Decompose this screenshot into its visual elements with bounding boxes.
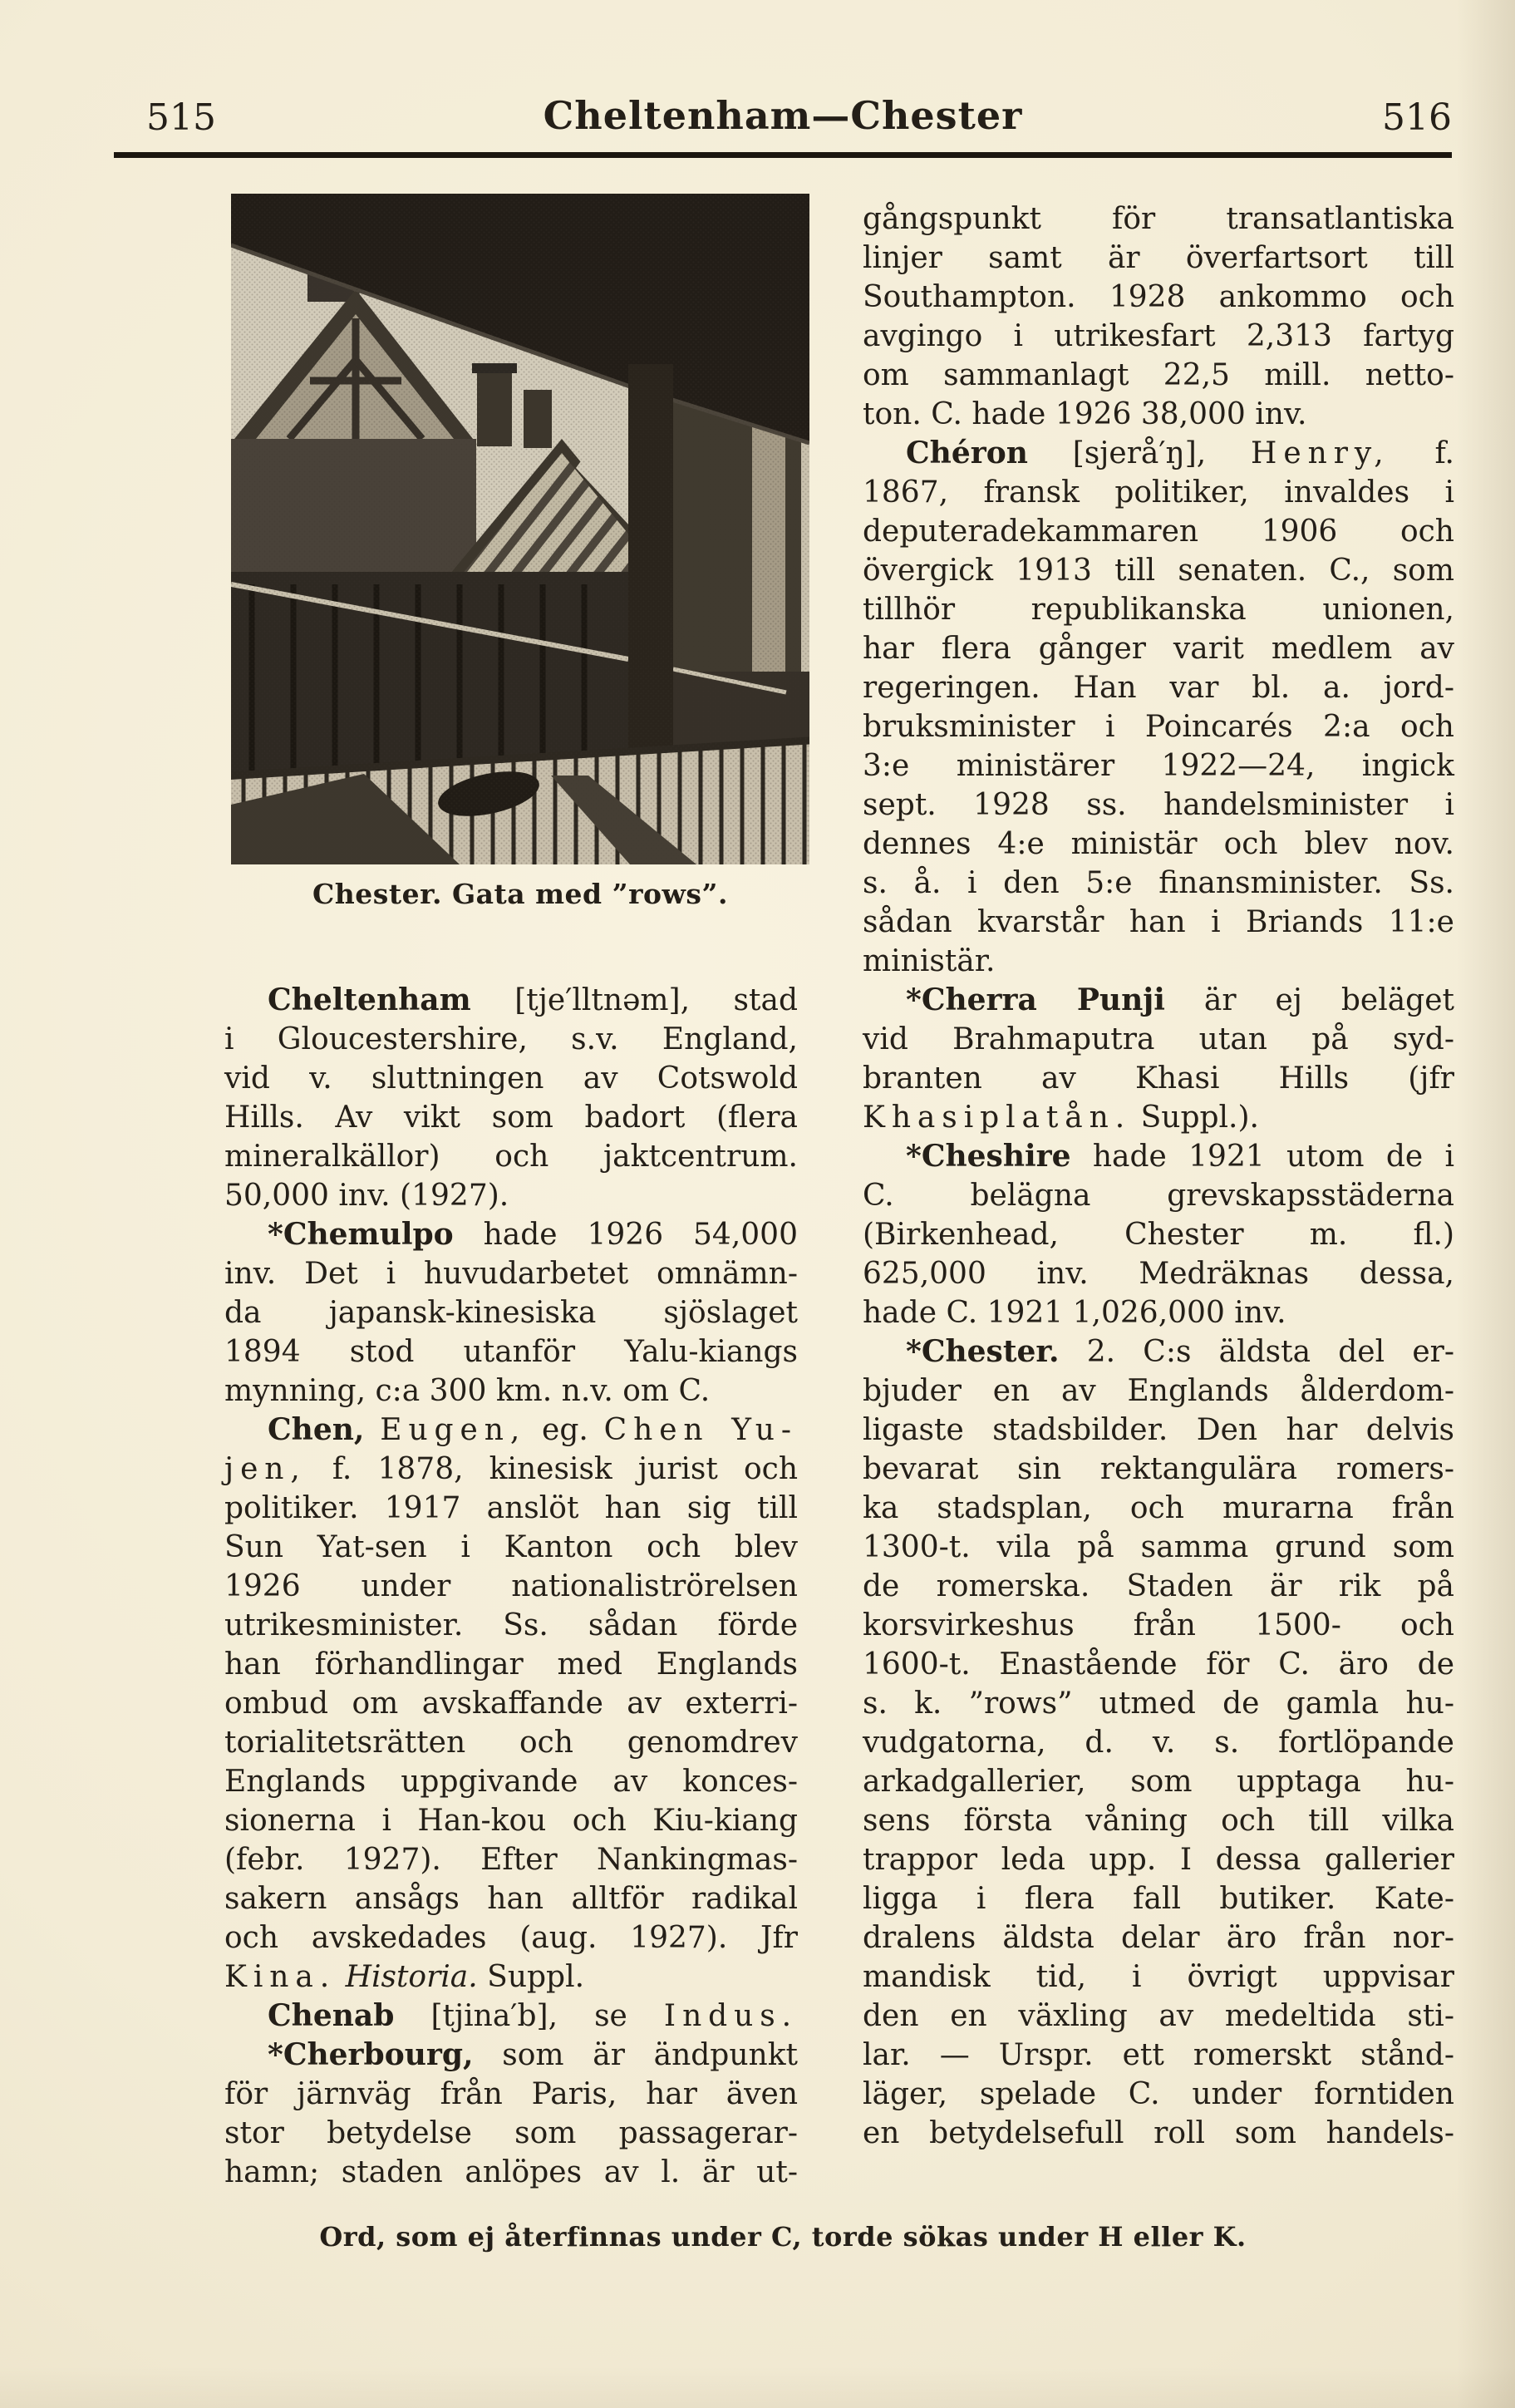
- entry-headword: Chen,: [268, 1412, 365, 1447]
- text-segment: tillhör republikanska unionen,: [863, 593, 1454, 627]
- text-line: [863, 1918, 1454, 1957]
- paragraph: [863, 1332, 1454, 2153]
- text-line: [863, 981, 1454, 1020]
- text-line: [224, 1762, 798, 1801]
- paragraph: [863, 434, 1454, 981]
- text-segment: Hills. Av vikt som badort (flera: [224, 1101, 798, 1135]
- text-segment: som är ändpunkt: [473, 2038, 798, 2072]
- text-line: [224, 1879, 798, 1918]
- text-segment: Sun Yat-sen i Kanton och blev: [224, 1530, 798, 1564]
- text-line: [224, 1997, 798, 2036]
- text-segment: [tje′lltnəm], stad: [470, 983, 798, 1017]
- text-segment: Suppl.: [477, 1960, 585, 1994]
- text-segment: eg.: [526, 1413, 604, 1447]
- text-line: [863, 2114, 1454, 2153]
- entry-headword: *Cherbourg,: [268, 2037, 474, 2072]
- text-line: [863, 903, 1454, 942]
- text-line: [863, 864, 1454, 903]
- text-segment: och avskedades (aug. 1927). Jfr: [224, 1921, 798, 1955]
- text-line: [863, 239, 1454, 278]
- entry-headword: *Cheshire: [906, 1139, 1071, 1174]
- text-segment: Southampton. 1928 ankommo och: [863, 280, 1454, 314]
- text-line: [863, 1879, 1454, 1918]
- text-segment: stor betydelse som passagerar-: [224, 2116, 798, 2150]
- text-segment: linjer samt är överfartsort till: [863, 241, 1454, 275]
- text-line: [863, 1762, 1454, 1801]
- text-segment: 1926 under nationaliströrelsen: [224, 1569, 798, 1603]
- right-column: [863, 199, 1454, 2153]
- text-line: [863, 668, 1454, 707]
- text-line: [863, 1801, 1454, 1840]
- text-line: [863, 1293, 1454, 1332]
- footer-note: Ord, som ej återfinnas under C, torde sökas under H eller K.: [319, 2221, 1247, 2253]
- paragraph: [224, 1997, 798, 2036]
- text-line: [863, 590, 1454, 629]
- text-segment: bevarat sin rektangulära romers-: [863, 1452, 1454, 1486]
- text-segment: f. 1878, kinesisk jurist och: [306, 1452, 798, 1486]
- text-segment: mynning, c:a 300 km. n.v. om C.: [224, 1374, 711, 1408]
- text-segment: om sammanlagt 22,5 mill. netto-: [863, 358, 1454, 392]
- text-line: [224, 1059, 798, 1098]
- text-segment: har flera gånger varit medlem av: [863, 632, 1454, 666]
- text-line: [863, 395, 1454, 434]
- text-line: [863, 1411, 1454, 1450]
- text-segment: 3:e ministärer 1922—24, ingick: [863, 749, 1454, 783]
- text-line: [224, 1098, 798, 1137]
- chester-photo: [231, 194, 809, 864]
- paragraph: [863, 199, 1454, 434]
- text-segment: sakern ansågs han alltför radikal: [224, 1882, 798, 1916]
- text-segment: mandisk tid, i övrigt uppvisar: [863, 1960, 1454, 1994]
- text-segment: [tjina′b], se: [394, 1999, 664, 2033]
- text-segment: 2. C:s äldsta del er-: [1059, 1335, 1454, 1369]
- text-segment: är ej beläget: [1164, 983, 1454, 1017]
- text-segment: inv. Det i huvudarbetet omnämn-: [224, 1257, 798, 1291]
- text-segment: regeringen. Han var bl. a. jord-: [863, 671, 1454, 705]
- text-line: [224, 1684, 798, 1723]
- text-segment: 625,000 inv. Medräknas dessa,: [863, 1257, 1454, 1291]
- text-line: [224, 1293, 798, 1332]
- entry-headword: Chéron: [906, 436, 1028, 470]
- text-line: [224, 1528, 798, 1567]
- text-line: [863, 1176, 1454, 1215]
- text-line: [863, 1098, 1454, 1137]
- text-line: [863, 317, 1454, 356]
- text-line: [863, 1957, 1454, 1997]
- text-line: [863, 2036, 1454, 2075]
- text-segment: Khasiplatån.: [863, 1101, 1132, 1135]
- text-line: [224, 1371, 798, 1411]
- text-line: [224, 1215, 798, 1254]
- text-line: [863, 707, 1454, 746]
- text-line: [863, 1450, 1454, 1489]
- text-line: [863, 1332, 1454, 1371]
- text-segment: 1300-t. vila på samma grund som: [863, 1530, 1454, 1564]
- text-segment: Eugen,: [380, 1413, 527, 1447]
- text-line: [863, 551, 1454, 590]
- text-segment: ligga i flera fall butiker. Kate-: [863, 1882, 1454, 1916]
- page-bottom-shade: [0, 2366, 1515, 2408]
- text-segment: hade 1921 utom de i: [1070, 1140, 1454, 1174]
- text-segment: övergick 1913 till senaten. C., som: [863, 554, 1454, 588]
- entry-headword: *Chester.: [906, 1334, 1060, 1369]
- text-segment: s. k. ”rows” utmed de gamla hu-: [863, 1687, 1454, 1721]
- text-line: [224, 1606, 798, 1645]
- paragraph: [224, 1411, 798, 1997]
- text-segment: 1894 stod utanför Yalu-kiangs: [224, 1335, 798, 1369]
- text-segment: hade C. 1921 1,026,000 inv.: [863, 1296, 1286, 1330]
- text-line: [863, 629, 1454, 668]
- text-segment: torialitetsrätten och genomdrev: [224, 1726, 798, 1760]
- text-line: [224, 2153, 798, 2192]
- text-segment: Indus.: [663, 1999, 798, 2033]
- text-segment: för järnväg från Paris, har även: [224, 2077, 798, 2111]
- text-segment: s. å. i den 5:e finansminister. Ss.: [863, 866, 1454, 900]
- text-segment: vudgatorna, d. v. s. fortlöpande: [863, 1726, 1454, 1760]
- entry-headword: Chenab: [268, 1998, 395, 2033]
- header-rule: [114, 152, 1452, 158]
- entry-headword: *Chemulpo: [268, 1217, 454, 1252]
- text-segment: i Gloucestershire, s.v. England,: [224, 1022, 798, 1056]
- text-line: [863, 1723, 1454, 1762]
- text-segment: [364, 1413, 380, 1447]
- text-line: [863, 2075, 1454, 2114]
- text-segment: gångspunkt för transatlantiska: [863, 202, 1454, 236]
- paragraph: [863, 1137, 1454, 1332]
- text-segment: sionerna i Han-kou och Kiu-kiang: [224, 1804, 798, 1838]
- text-segment: den en växling av medeltida sti-: [863, 1999, 1454, 2033]
- text-line: [863, 1254, 1454, 1293]
- text-line: [863, 746, 1454, 785]
- text-segment: [sjerå′ŋ],: [1027, 436, 1252, 470]
- text-line: [863, 825, 1454, 864]
- text-line: [224, 1176, 798, 1215]
- text-line: [863, 1606, 1454, 1645]
- text-line: [863, 1528, 1454, 1567]
- paragraph: [863, 981, 1454, 1137]
- text-line: [863, 1567, 1454, 1606]
- paragraph: [224, 2036, 798, 2192]
- text-segment: (febr. 1927). Efter Nankingmas-: [224, 1843, 798, 1877]
- text-line: [863, 1059, 1454, 1098]
- text-segment: dennes 4:e ministär och blev nov.: [863, 827, 1454, 861]
- text-segment: branten av Khasi Hills (jfr: [863, 1061, 1454, 1096]
- text-segment: da japansk-kinesiska sjöslaget: [224, 1296, 798, 1330]
- text-segment: ligaste stadsbilder. Den har delvis: [863, 1413, 1454, 1447]
- text-line: [224, 981, 798, 1020]
- text-line: [224, 1840, 798, 1879]
- photo-caption: Chester. Gata med ”rows”.: [312, 878, 728, 910]
- text-segment: Henry,: [1251, 436, 1390, 470]
- text-segment: läger, spelade C. under forntiden: [863, 2077, 1454, 2111]
- chester-photo-illustration: [231, 194, 809, 864]
- text-segment: C. belägna grevskapsstäderna: [863, 1179, 1454, 1213]
- text-segment: Historia.: [345, 1960, 478, 1994]
- page-edge-shade: [1457, 0, 1515, 2408]
- text-line: [863, 1684, 1454, 1723]
- text-segment: ombud om avskaffande av exterri-: [224, 1687, 798, 1721]
- text-line: [224, 2075, 798, 2114]
- text-segment: utrikesminister. Ss. sådan förde: [224, 1608, 798, 1642]
- text-line: [224, 1801, 798, 1840]
- text-segment: sens första våning och till vilka: [863, 1804, 1454, 1838]
- text-segment: bjuder en av Englands ålderdom-: [863, 1374, 1454, 1408]
- text-line: [224, 2036, 798, 2075]
- text-segment: politiker. 1917 anslöt han sig till: [224, 1491, 798, 1525]
- paragraph: [224, 1215, 798, 1411]
- text-line: [863, 1997, 1454, 2036]
- text-segment: ton. C. hade 1926 38,000 inv.: [863, 397, 1307, 431]
- text-segment: trappor leda upp. I dessa gallerier: [863, 1843, 1454, 1877]
- text-line: [863, 785, 1454, 825]
- page-number-right: 516: [1382, 96, 1452, 139]
- text-line: [224, 1020, 798, 1059]
- text-line: [224, 1567, 798, 1606]
- text-line: [863, 434, 1454, 473]
- text-line: [863, 356, 1454, 395]
- text-line: [863, 1371, 1454, 1411]
- text-line: [863, 1489, 1454, 1528]
- page-title: Cheltenham—Chester: [543, 93, 1023, 138]
- page-number-left: 515: [146, 96, 216, 139]
- text-segment: avgingo i utrikesfart 2,313 fartyg: [863, 319, 1454, 353]
- text-line: [863, 942, 1454, 981]
- text-line: [863, 1215, 1454, 1254]
- text-line: [863, 512, 1454, 551]
- paragraph: [224, 981, 798, 1215]
- text-segment: korsvirkeshus från 1500- och: [863, 1608, 1454, 1642]
- text-segment: sådan kvarstår han i Briands 11:e: [863, 905, 1454, 939]
- text-line: [224, 1332, 798, 1371]
- text-segment: 1867, fransk politiker, invaldes i: [863, 475, 1454, 510]
- text-line: [863, 1840, 1454, 1879]
- text-segment: Chen Yu-: [603, 1413, 798, 1447]
- text-segment: jen,: [224, 1452, 307, 1486]
- text-segment: ka stadsplan, och murarna från: [863, 1491, 1454, 1525]
- text-segment: en betydelsefull roll som handels-: [863, 2116, 1454, 2150]
- text-segment: vid v. sluttningen av Cotswold: [224, 1061, 798, 1096]
- text-segment: bruksminister i Poincarés 2:a och: [863, 710, 1454, 744]
- text-segment: arkadgallerier, som upptaga hu-: [863, 1765, 1454, 1799]
- text-segment: han förhandlingar med Englands: [224, 1647, 798, 1682]
- entry-headword: Cheltenham: [268, 982, 471, 1017]
- text-segment: sept. 1928 ss. handelsminister i: [863, 788, 1454, 822]
- text-segment: vid Brahmaputra utan på syd-: [863, 1022, 1454, 1056]
- text-segment: (Birkenhead, Chester m. fl.): [863, 1218, 1454, 1252]
- text-line: [224, 1489, 798, 1528]
- text-line: [224, 1645, 798, 1684]
- text-line: [863, 1020, 1454, 1059]
- text-segment: mineralkällor) och jaktcentrum.: [224, 1140, 798, 1174]
- text-line: [224, 1411, 798, 1450]
- entry-headword: *Cherra Punji: [906, 982, 1165, 1017]
- text-line: [224, 1918, 798, 1957]
- text-segment: lar. — Urspr. ett romerskt stånd-: [863, 2038, 1454, 2072]
- text-line: [224, 1723, 798, 1762]
- text-segment: Englands uppgivande av konces-: [224, 1765, 798, 1799]
- text-segment: hade 1926 54,000: [453, 1218, 798, 1252]
- text-segment: 1600-t. Enastående för C. äro de: [863, 1647, 1454, 1682]
- text-segment: [336, 1960, 345, 1994]
- text-segment: Suppl.).: [1131, 1101, 1259, 1135]
- text-segment: de romerska. Staden är rik på: [863, 1569, 1454, 1603]
- text-segment: f.: [1390, 436, 1454, 470]
- text-segment: ministär.: [863, 944, 996, 978]
- text-line: [863, 1645, 1454, 1684]
- text-line: [224, 2114, 798, 2153]
- text-line: [863, 278, 1454, 317]
- text-segment: hamn; staden anlöpes av l. är ut-: [224, 2155, 798, 2189]
- text-segment: deputeradekammaren 1906 och: [863, 515, 1454, 549]
- text-line: [224, 1254, 798, 1293]
- text-segment: dralens äldsta delar äro från nor-: [863, 1921, 1454, 1955]
- text-line: [224, 1137, 798, 1176]
- text-segment: Kina.: [224, 1960, 337, 1994]
- text-line: [863, 1137, 1454, 1176]
- left-column: [224, 981, 798, 2192]
- text-line: [224, 1957, 798, 1997]
- text-line: [863, 199, 1454, 239]
- text-line: [224, 1450, 798, 1489]
- text-line: [863, 473, 1454, 512]
- text-segment: 50,000 inv. (1927).: [224, 1179, 509, 1213]
